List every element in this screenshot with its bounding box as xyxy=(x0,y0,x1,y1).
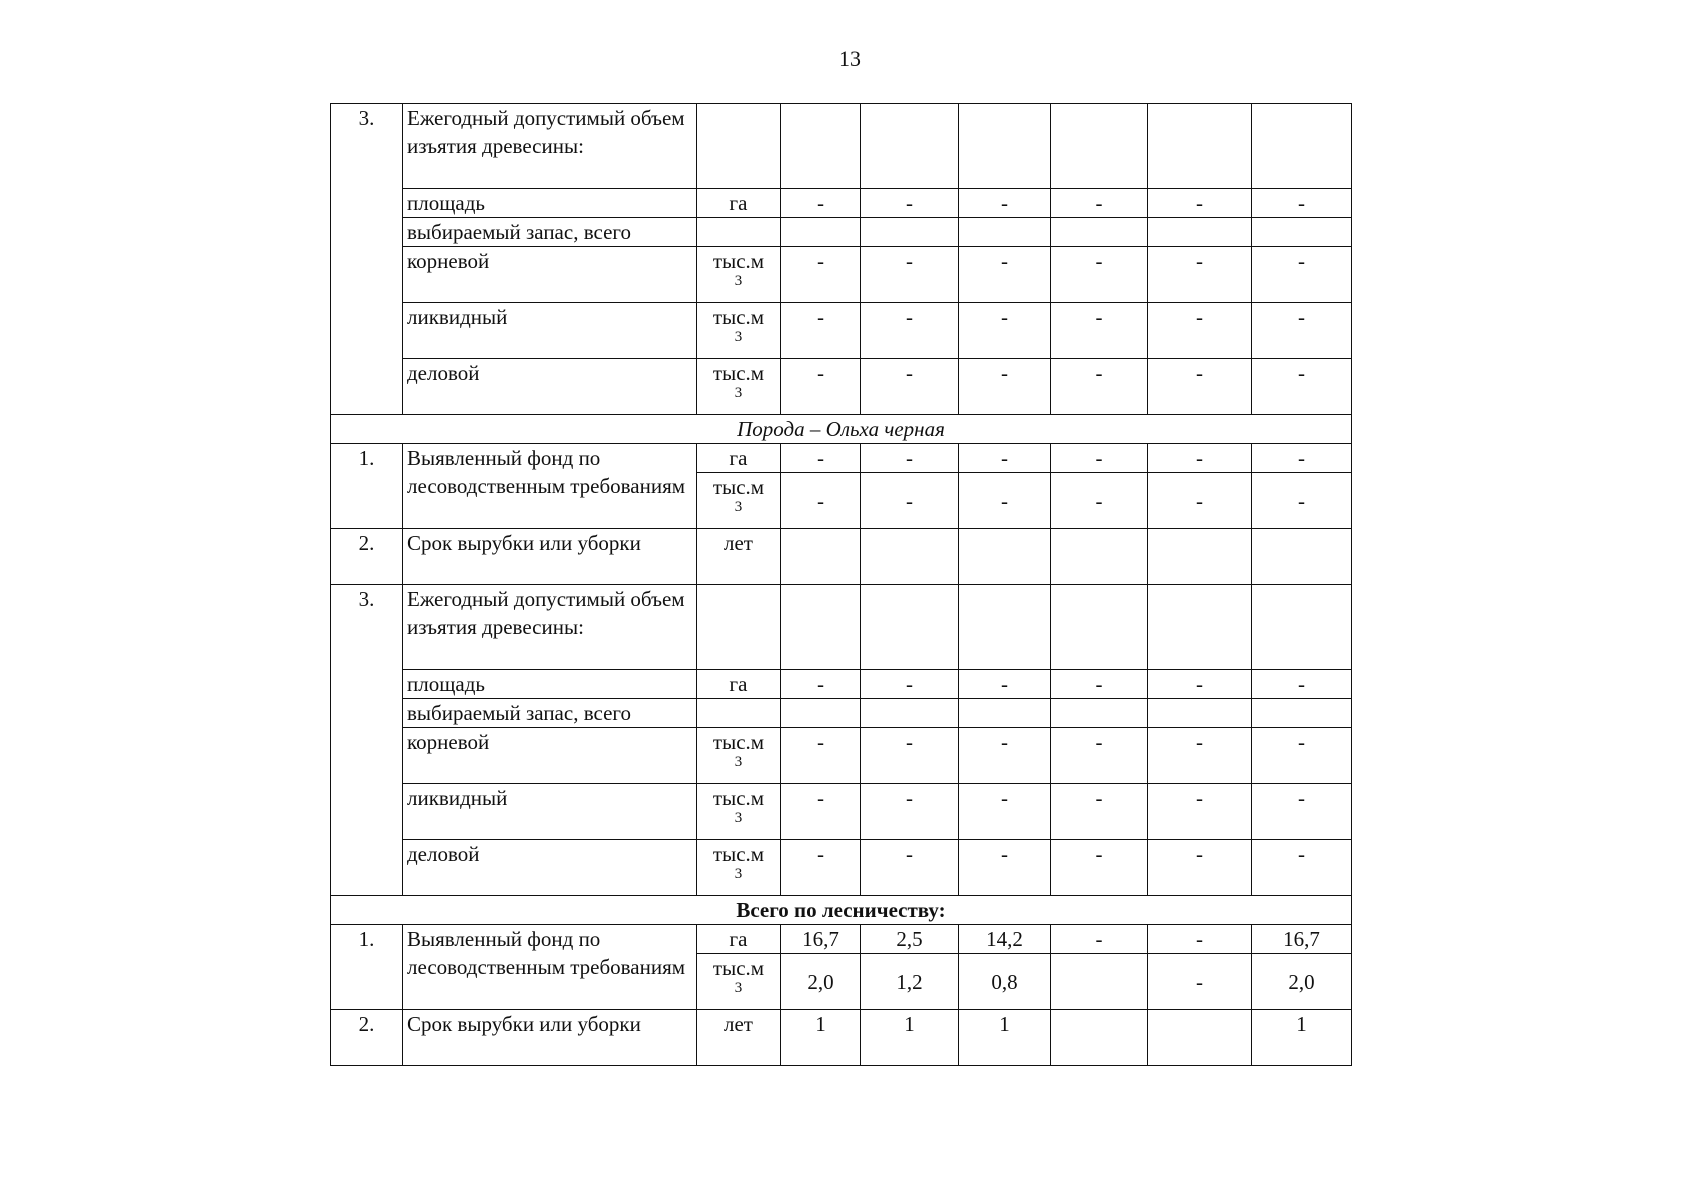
row-label: Ежегодный допустимый объем изъятия древесины: xyxy=(403,585,697,670)
unit-text: тыс.м xyxy=(712,842,765,866)
table-row xyxy=(331,699,1352,728)
unit-cell xyxy=(697,954,781,1010)
value-cell xyxy=(1051,218,1148,247)
value-cell: - xyxy=(861,247,959,303)
value-cell xyxy=(781,104,861,189)
value-cell: - xyxy=(861,359,959,415)
value-cell xyxy=(1252,218,1352,247)
value-cell: - xyxy=(959,444,1051,473)
section-heading: Порода – Ольха черная xyxy=(331,415,1352,444)
value-cell xyxy=(1051,529,1148,585)
value-cell: - xyxy=(1252,670,1352,699)
value-cell: - xyxy=(861,784,959,840)
row-label: деловой xyxy=(403,359,697,415)
unit-cell: лет xyxy=(697,529,781,585)
value-cell: 1 xyxy=(959,1010,1051,1066)
value-cell: - xyxy=(781,359,861,415)
table-row xyxy=(331,896,1352,925)
value-cell: - xyxy=(781,444,861,473)
value-cell: - xyxy=(959,247,1051,303)
unit-cell xyxy=(697,840,781,896)
table-row xyxy=(331,1010,1352,1066)
row-label: Срок вырубки или уборки xyxy=(403,529,697,585)
unit-cell xyxy=(697,247,781,303)
value-cell: - xyxy=(781,670,861,699)
value-cell xyxy=(1148,104,1252,189)
value-cell: 16,7 xyxy=(1252,925,1352,954)
value-cell: - xyxy=(959,303,1051,359)
unit-cell: га xyxy=(697,670,781,699)
value-cell: - xyxy=(1148,444,1252,473)
value-cell xyxy=(1051,585,1148,670)
forest-fund-table xyxy=(330,103,1352,1066)
unit-cell xyxy=(697,473,781,529)
value-cell xyxy=(1051,1010,1148,1066)
unit-superscript: 3 xyxy=(734,385,743,401)
value-cell xyxy=(1148,529,1252,585)
value-cell xyxy=(1051,104,1148,189)
value-cell: 1,2 xyxy=(861,954,959,1010)
value-cell: - xyxy=(1148,840,1252,896)
table-row xyxy=(331,670,1352,699)
value-cell: - xyxy=(959,189,1051,218)
value-cell: - xyxy=(959,359,1051,415)
value-cell: - xyxy=(1252,247,1352,303)
row-label: выбираемый запас, всего xyxy=(403,699,697,728)
value-cell xyxy=(1148,699,1252,728)
value-cell: - xyxy=(1051,728,1148,784)
value-cell xyxy=(781,699,861,728)
value-cell: 1 xyxy=(1252,1010,1352,1066)
row-label: Выявленный фонд по лесоводственным требованиям xyxy=(403,444,697,529)
page-number: 13 xyxy=(839,46,861,71)
value-cell: - xyxy=(1051,670,1148,699)
unit-cell xyxy=(697,585,781,670)
value-cell xyxy=(861,104,959,189)
value-cell: - xyxy=(1051,444,1148,473)
value-cell xyxy=(1051,699,1148,728)
value-cell xyxy=(861,699,959,728)
unit-cell xyxy=(697,699,781,728)
row-number: 2. xyxy=(331,1010,403,1066)
row-label: выбираемый запас, всего xyxy=(403,218,697,247)
unit-cell xyxy=(697,104,781,189)
value-cell: 2,0 xyxy=(781,954,861,1010)
row-label: ликвидный xyxy=(403,303,697,359)
table-row xyxy=(331,728,1352,784)
value-cell: - xyxy=(1148,784,1252,840)
value-cell: - xyxy=(1252,189,1352,218)
unit-text: тыс.м xyxy=(712,249,765,273)
row-label: деловой xyxy=(403,840,697,896)
row-label: Ежегодный допустимый объем изъятия древесины: xyxy=(403,104,697,189)
table-row xyxy=(331,840,1352,896)
value-cell xyxy=(781,585,861,670)
unit-text: тыс.м xyxy=(712,305,765,329)
value-cell: - xyxy=(959,840,1051,896)
unit-cell: га xyxy=(697,189,781,218)
value-cell: - xyxy=(861,728,959,784)
unit-superscript: 3 xyxy=(734,810,743,826)
table-row xyxy=(331,415,1352,444)
value-cell: - xyxy=(1148,473,1252,529)
value-cell xyxy=(1252,699,1352,728)
value-cell: - xyxy=(1148,728,1252,784)
unit-superscript: 3 xyxy=(734,754,743,770)
row-number: 1. xyxy=(331,925,403,1010)
unit-cell xyxy=(697,359,781,415)
value-cell: 14,2 xyxy=(959,925,1051,954)
value-cell: - xyxy=(1051,359,1148,415)
value-cell: - xyxy=(861,303,959,359)
value-cell: - xyxy=(1252,784,1352,840)
unit-superscript: 3 xyxy=(734,499,743,515)
value-cell xyxy=(959,585,1051,670)
value-cell: 2,5 xyxy=(861,925,959,954)
value-cell xyxy=(781,529,861,585)
unit-cell: га xyxy=(697,925,781,954)
table-row xyxy=(331,784,1352,840)
value-cell: - xyxy=(1148,189,1252,218)
value-cell: - xyxy=(781,473,861,529)
value-cell: - xyxy=(1051,473,1148,529)
value-cell: - xyxy=(781,303,861,359)
value-cell: - xyxy=(1252,840,1352,896)
value-cell xyxy=(861,218,959,247)
value-cell: - xyxy=(1051,189,1148,218)
value-cell xyxy=(781,218,861,247)
table-row xyxy=(331,303,1352,359)
table-row xyxy=(331,189,1352,218)
value-cell xyxy=(959,699,1051,728)
row-label: ликвидный xyxy=(403,784,697,840)
value-cell: - xyxy=(1252,728,1352,784)
unit-superscript: 3 xyxy=(734,329,743,345)
unit-cell: лет xyxy=(697,1010,781,1066)
value-cell: - xyxy=(1148,247,1252,303)
value-cell: - xyxy=(1148,954,1252,1010)
unit-cell xyxy=(697,218,781,247)
value-cell: - xyxy=(781,189,861,218)
table-row xyxy=(331,585,1352,670)
value-cell: - xyxy=(1051,840,1148,896)
value-cell: - xyxy=(861,670,959,699)
table-row xyxy=(331,444,1352,473)
value-cell xyxy=(959,104,1051,189)
value-cell xyxy=(861,585,959,670)
section-heading: Всего по лесничеству: xyxy=(331,896,1352,925)
unit-text: тыс.м xyxy=(712,956,765,980)
unit-cell xyxy=(697,303,781,359)
value-cell: - xyxy=(781,728,861,784)
value-cell: 16,7 xyxy=(781,925,861,954)
value-cell: - xyxy=(1148,359,1252,415)
value-cell: - xyxy=(1148,303,1252,359)
value-cell: - xyxy=(1252,444,1352,473)
row-label: площадь xyxy=(403,189,697,218)
value-cell xyxy=(1252,585,1352,670)
value-cell: - xyxy=(781,840,861,896)
value-cell: - xyxy=(1148,925,1252,954)
row-label: Срок вырубки или уборки xyxy=(403,1010,697,1066)
value-cell: - xyxy=(959,473,1051,529)
value-cell xyxy=(959,529,1051,585)
table-row xyxy=(331,247,1352,303)
row-number: 1. xyxy=(331,444,403,529)
value-cell xyxy=(1252,104,1352,189)
value-cell: - xyxy=(1252,359,1352,415)
value-cell: - xyxy=(861,473,959,529)
value-cell xyxy=(959,218,1051,247)
table-row xyxy=(331,359,1352,415)
row-number: 3. xyxy=(331,104,403,415)
value-cell: - xyxy=(781,784,861,840)
row-label: Выявленный фонд по лесоводственным требованиям xyxy=(403,925,697,1010)
value-cell: - xyxy=(959,728,1051,784)
value-cell: - xyxy=(959,670,1051,699)
unit-superscript: 3 xyxy=(734,273,743,289)
unit-superscript: 3 xyxy=(734,866,743,882)
value-cell: - xyxy=(1252,473,1352,529)
table-row xyxy=(331,529,1352,585)
value-cell xyxy=(1148,585,1252,670)
unit-cell xyxy=(697,784,781,840)
value-cell: - xyxy=(861,444,959,473)
value-cell xyxy=(1148,218,1252,247)
value-cell: - xyxy=(1051,784,1148,840)
value-cell: - xyxy=(1148,670,1252,699)
unit-cell xyxy=(697,728,781,784)
unit-text: тыс.м xyxy=(712,730,765,754)
table-row xyxy=(331,925,1352,954)
value-cell: - xyxy=(861,840,959,896)
value-cell xyxy=(1148,1010,1252,1066)
table-row xyxy=(331,104,1352,189)
value-cell: - xyxy=(1051,303,1148,359)
table-row xyxy=(331,218,1352,247)
value-cell xyxy=(1051,954,1148,1010)
value-cell: - xyxy=(959,784,1051,840)
value-cell xyxy=(861,529,959,585)
unit-text: тыс.м xyxy=(712,361,765,385)
value-cell: - xyxy=(1051,925,1148,954)
value-cell: 2,0 xyxy=(1252,954,1352,1010)
row-number: 3. xyxy=(331,585,403,896)
value-cell: 1 xyxy=(861,1010,959,1066)
value-cell xyxy=(1252,529,1352,585)
unit-superscript: 3 xyxy=(734,980,743,996)
value-cell: - xyxy=(781,247,861,303)
value-cell: - xyxy=(861,189,959,218)
row-number: 2. xyxy=(331,529,403,585)
value-cell: - xyxy=(1051,247,1148,303)
row-label: корневой xyxy=(403,247,697,303)
unit-cell: га xyxy=(697,444,781,473)
row-label: площадь xyxy=(403,670,697,699)
unit-text: тыс.м xyxy=(712,475,765,499)
value-cell: - xyxy=(1252,303,1352,359)
row-label: корневой xyxy=(403,728,697,784)
value-cell: 0,8 xyxy=(959,954,1051,1010)
value-cell: 1 xyxy=(781,1010,861,1066)
unit-text: тыс.м xyxy=(712,786,765,810)
